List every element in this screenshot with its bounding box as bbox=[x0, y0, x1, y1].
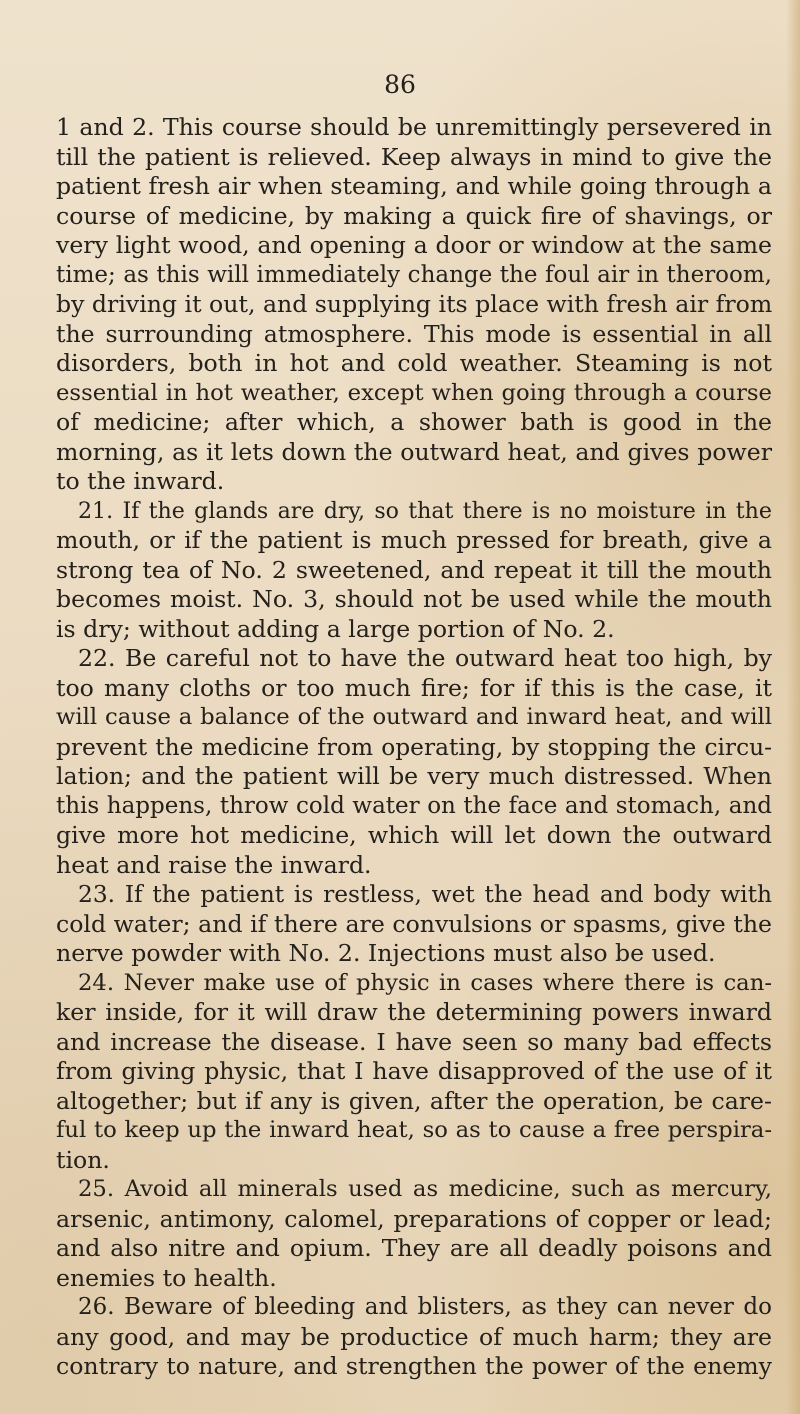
text-line: and increase the disease. I have seen so many bad effects bbox=[56, 1027, 772, 1056]
text-line: patient fresh air when steaming, and while going through a bbox=[56, 172, 772, 200]
text-line: ker inside, for it will draw the determining powers inward bbox=[56, 998, 772, 1026]
text-line: give more hot medicine, which will let down the outward bbox=[56, 821, 772, 849]
text-line: 1 and 2. This course should be unremittingly persevered in bbox=[56, 113, 772, 141]
text-line: morning, as it lets down the outward heat, and gives power bbox=[56, 437, 772, 466]
text-line: cold water; and if there are convulsions or spasms, give the bbox=[56, 909, 772, 938]
text-line: mouth, or if the patient is much pressed for breath, give a bbox=[56, 526, 772, 554]
text-line: 26. Beware of bleeding and blisters, as they can never do bbox=[78, 1294, 772, 1320]
page-edge-shadow bbox=[786, 0, 800, 1414]
body-text bbox=[56, 113, 772, 1382]
text-line: nerve powder with No. 2. Injections must also be used. bbox=[56, 939, 716, 967]
text-line: arsenic, antimony, calomel, preparations of copper or lead; bbox=[56, 1204, 772, 1233]
text-line: 21. If the glands are dry, so that there is no moisture in the bbox=[78, 497, 772, 524]
text-line: becomes moist. No. 3, should not be used while the mouth bbox=[56, 585, 772, 613]
text-line: altogether; but if any is given, after the operation, be care- bbox=[56, 1086, 772, 1115]
text-line: prevent the medicine from operating, by stopping the circu- bbox=[56, 733, 772, 761]
text-line: 24. Never make use of physic in cases where there is can- bbox=[78, 969, 772, 996]
text-line: is dry; without adding a large portion of No. 2. bbox=[56, 614, 615, 643]
text-line: 23. If the patient is restless, wet the head and body with bbox=[78, 881, 772, 908]
text-line: from giving physic, that I have disapproved of the use of it bbox=[56, 1057, 772, 1085]
text-line: essential in hot weather, except when going through a course bbox=[56, 379, 772, 406]
text-line: tion. bbox=[56, 1145, 110, 1174]
text-line: disorders, both in hot and cold weather. Steaming is not bbox=[56, 349, 772, 377]
text-line: of medicine; after which, a shower bath is good in the bbox=[56, 408, 772, 436]
text-line: course of medicine, by making a quick fire of shavings, or bbox=[56, 201, 772, 230]
text-line: till the patient is relieved. Keep always in mind to give the bbox=[56, 142, 772, 171]
page-number: 86 bbox=[384, 70, 416, 99]
text-line: to the inward. bbox=[56, 467, 225, 495]
text-line: ful to keep up the inward heat, so as to cause a free perspira- bbox=[56, 1117, 772, 1143]
text-line: this happens, throw cold water on the face and stomach, and bbox=[56, 792, 772, 819]
text-line: will cause a balance of the outward and inward heat, and will bbox=[56, 704, 772, 730]
text-line: contrary to nature, and strengthen the power of the enemy bbox=[56, 1352, 772, 1380]
text-line: strong tea of No. 2 sweetened, and repeat it till the mouth bbox=[56, 555, 772, 584]
text-line: time; as this will immediately change the foul air in theroom, bbox=[56, 261, 772, 288]
text-line: heat and raise the inward. bbox=[56, 850, 372, 879]
text-line: and also nitre and opium. They are all deadly poisons and bbox=[56, 1234, 772, 1262]
text-line: lation; and the patient will be very much distressed. When bbox=[56, 762, 772, 790]
text-line: too many cloths or too much fire; for if this is the case, it bbox=[56, 673, 772, 702]
text-line: the surrounding atmosphere. This mode is essential in all bbox=[56, 319, 772, 348]
text-line: by driving it out, and supplying its place with fresh air from bbox=[56, 290, 773, 318]
text-line: enemies to health. bbox=[56, 1263, 277, 1292]
text-line: any good, and may be productice of much harm; they are bbox=[56, 1322, 772, 1351]
text-line: 22. Be careful not to have the outward heat too high, by bbox=[78, 644, 772, 672]
text-line: very light wood, and opening a door or window at the same bbox=[56, 231, 772, 259]
text-line: 25. Avoid all minerals used as medicine, such as mercury, bbox=[78, 1176, 772, 1202]
